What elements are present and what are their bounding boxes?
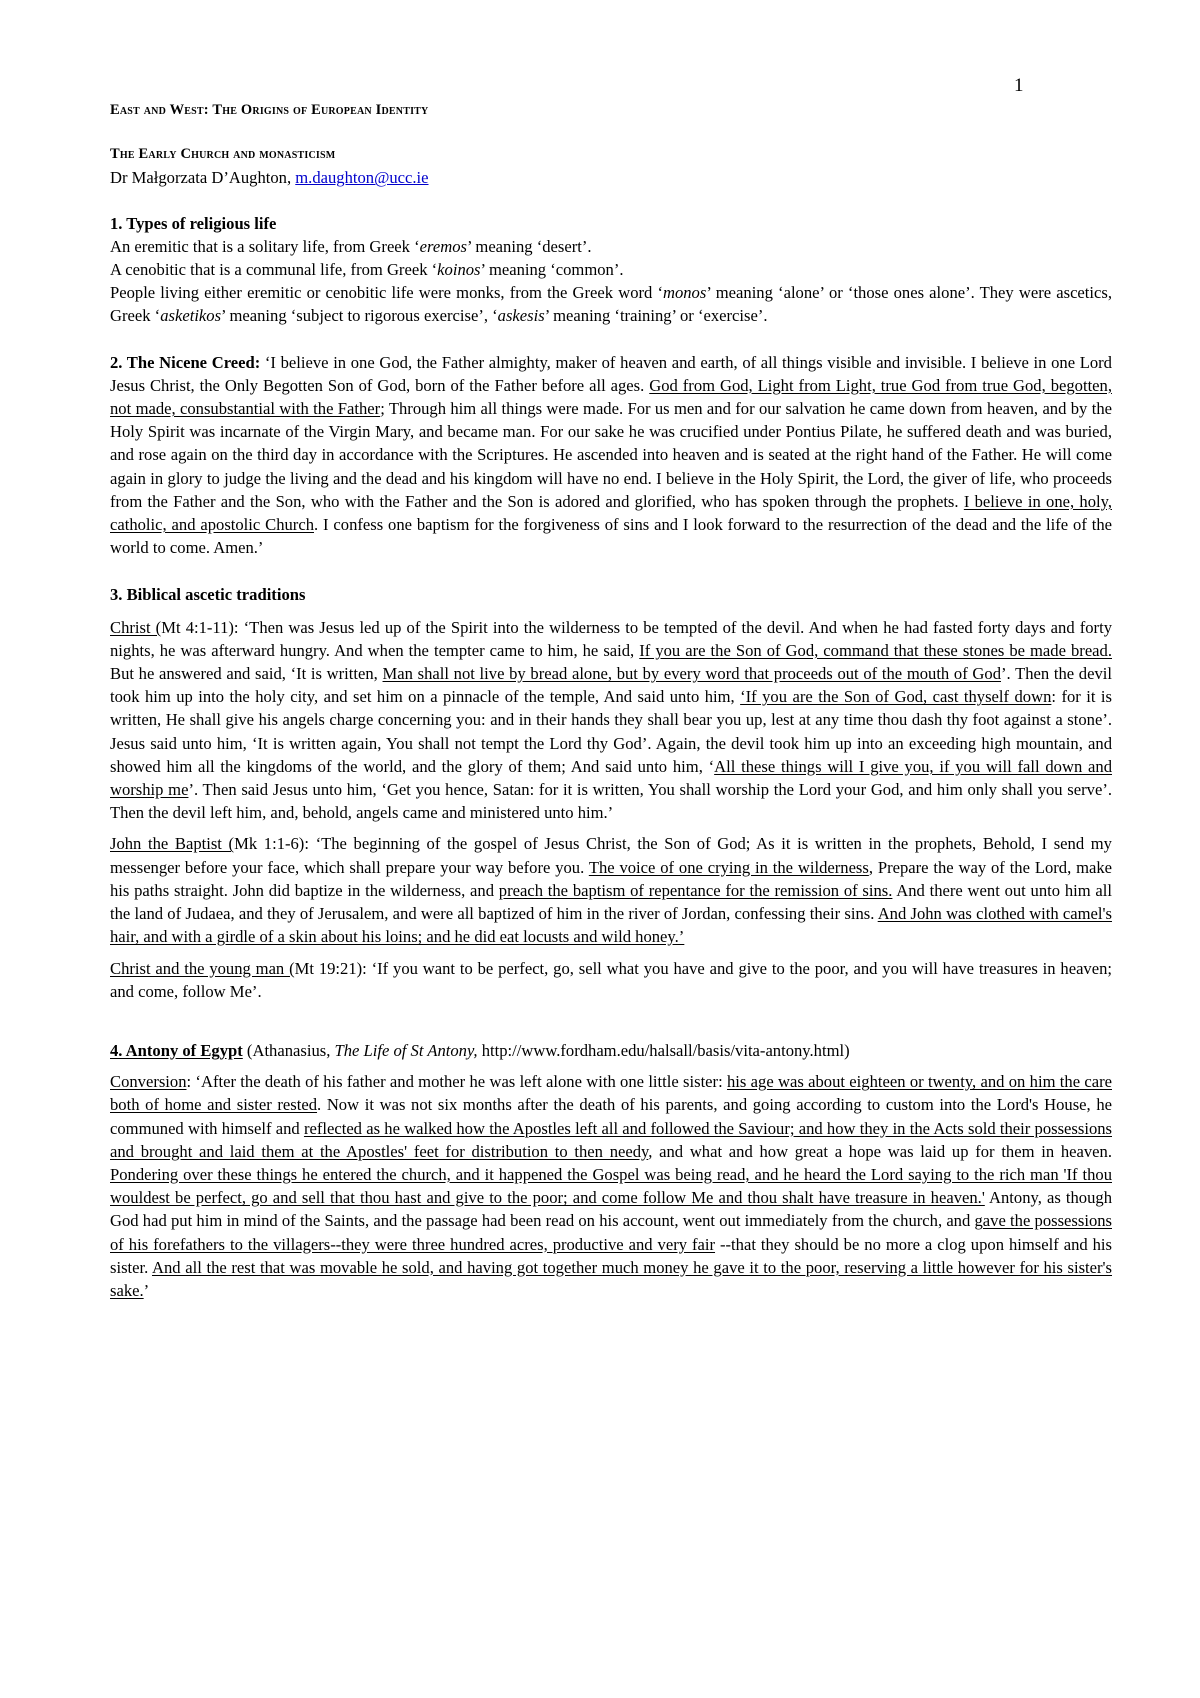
nicene-creed-paragraph: 2. The Nicene Creed: ‘I believe in one God, the Father almighty, maker of heaven and earth, of all things visible and invisible. I believe in one Lord Jesus Christ, the Only Begotten Son of God, born of the Father before all ages. God from God, Light from Light, true God from true God, begotten, not made, consubstantial with the Father; Through him all things were made. For us men and for our salvation he came down from heaven, and by the Holy Spirit was incarnate of the Virgin Mary, and became man. For our sake he was crucified under Pontius Pilate, he suffered death and was buried, and rose again on the third day in accordance with the Scriptures. He ascended into heaven and is seated at the right hand of the Father. He will come again in glory to judge the living and the dead and his kingdom will have no end. I believe in the Holy Spirit, the Lord, the giver of life, who proceeds from the Father and the Son, who with the Father and the Son is adored and glorified, who has spoken through the prophets. I believe in one, holy, catholic, and apostolic Church. I confess one baptism for the forgiveness of sins and I look forward to the resurrection of the dead and the life of the world to come. Amen.’	[110, 352, 1112, 558]
lecture-title: The Early Church and monasticism	[110, 146, 336, 163]
author-email-link[interactable]: m.daughton@ucc.ie	[295, 168, 429, 188]
document-body	[110, 99, 1112, 1302]
section-4-heading: 4. Antony of Egypt (Athanasius, The Life of St Antony, http://www.fordham.edu/halsall/basis/vita-antony.html)	[110, 1040, 850, 1060]
christ-temptation-paragraph: Christ (Mt 4:1-11): ‘Then was Jesus led up of the Spirit into the wilderness to be tempted of the devil. And when he had fasted forty days and forty nights, he was afterward hungry. And when the tempter came to him, he said, If you are the Son of God, command that these stones be made bread. But he answered and said, ‘It is written, Man shall not live by bread alone, but by every word that proceeds out of the mouth of God’. Then the devil took him up into the holy city, and set him on a pinnacle of the temple, And said unto him, ‘If you are the Son of God, cast thyself down: for it is written, He shall give his angels charge concerning you: and in their hands they shall bear you up, lest at any time thou dash thy foot against a stone’. Jesus said unto him, ‘It is written again, You shall not tempt the Lord thy God’. Again, the devil took him up into an exceeding high mountain, and showed him all the kingdoms of the world, and the glory of them; And said unto him, ‘All these things will I give you, if you will fall down and worship me’. Then said Jesus unto him, ‘Get you hence, Satan: for it is written, You shall worship the Lord your God, and him only shall you serve’. Then the devil left him, and, behold, angels came and ministered unto him.’	[110, 617, 1112, 823]
eremitic-definition: An eremitic that is a solitary life, from Greek ‘eremos’ meaning ‘desert’.	[110, 236, 592, 256]
antony-conversion-paragraph: Conversion: ‘After the death of his father and mother he was left alone with one little sister: his age was about eighteen or twenty, and on him the care both of home and sister rested. Now it was not six months after the death of his parents, and going according to custom into the Lord's House, he communed with himself and reflected as he walked how the Apostles left all and followed the Saviour; and how they in the Acts sold their possessions and brought and laid them at the Apostles' feet for distribution to then needy, and what and how great a hope was laid up for them in heaven. Pondering over these things he entered the church, and it happened the Gospel was being read, and he heard the Lord saying to the rich man 'If thou wouldest be perfect, go and sell that thou hast and give to the poor; and come follow Me and thou shalt have treasure in heaven.' Antony, as though God had put him in mind of the Saints, and the passage had been read on his account, went out immediately from the church, and gave the possessions of his forefathers to the villagers--they were three hundred acres, productive and very fair --that they should be no more a clog upon himself and his sister. And all the rest that was movable he sold, and having got together much money he gave it to the poor, reserving a little however for his sister's sake.’	[110, 1072, 1112, 1300]
young-man-paragraph: Christ and the young man (Mt 19:21): ‘If you want to be perfect, go, sell what you have and give to the poor, and you will have treasures in heaven; and come, follow Me’.	[110, 958, 1112, 1001]
course-title: East and West: The Origins of European Identity	[110, 102, 429, 118]
cenobitic-definition: A cenobitic that is a communal life, from Greek ‘koinos’ meaning ‘common’.	[110, 260, 624, 280]
page-number: 1	[1014, 75, 1024, 96]
section-3-heading: 3. Biblical ascetic traditions	[110, 585, 306, 605]
monks-definition: People living either eremitic or cenobitic life were monks, from the Greek word ‘monos’ meaning ‘alone’ or ‘those ones alone’. They were ascetics, Greek ‘asketikos’ meaning ‘subject to rigorous exercise’, ‘askesis’ meaning ‘training’ or ‘exercise’.	[110, 283, 1112, 326]
author-name: Dr Małgorzata D’Aughton,	[110, 168, 292, 188]
source-url: http://www.fordham.edu/halsall/basis/vita-antony.html)	[477, 1040, 850, 1060]
section-1-heading: 1. Types of religious life	[110, 213, 277, 233]
john-baptist-paragraph: John the Baptist (Mk 1:1-6): ‘The beginning of the gospel of Jesus Christ, the Son of God; As it is written in the prophets, Behold, I send my messenger before your face, which shall prepare your way before you. The voice of one crying in the wilderness, Prepare the way of the Lord, make his paths straight. John did baptize in the wilderness, and preach the baptism of repentance for the remission of sins. And there went out unto him all the land of Judaea, and they of Jerusalem, and were all baptized of him in the river of Jordan, confessing their sins. And John was clothed with camel's hair, and with a girdle of a skin about his loins; and he did eat locusts and wild honey.’	[110, 834, 1113, 947]
section-2-heading: 2. The Nicene Creed:	[110, 352, 261, 372]
author-line	[110, 166, 1112, 189]
